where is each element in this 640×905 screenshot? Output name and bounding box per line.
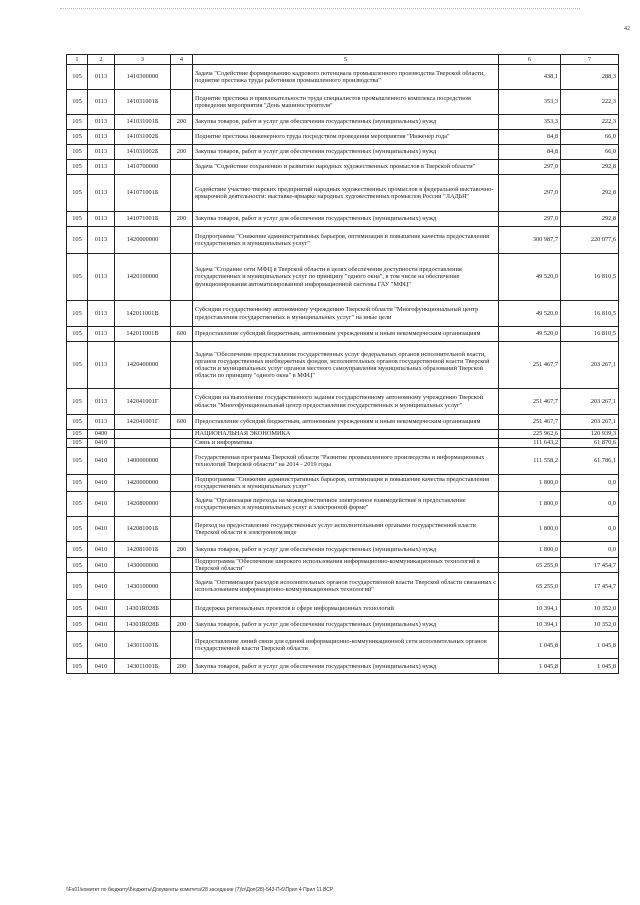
expense-type-cell [171,90,193,115]
expense-type-cell [171,558,193,573]
amount-actual-cell: 0,0 [561,517,619,542]
page-number: 42 [624,26,630,32]
target-article-cell: 1420000000 [115,475,171,492]
amount-plan-cell: 1 800,0 [499,542,561,558]
table-row [67,542,619,558]
header-cell: 3 [115,55,171,65]
description-cell: Задача "Содействие сохранению и развитию народных художественных промыслов в Тверской области" [193,160,499,175]
description-cell: Задача "Организация перехода на межведомственное электронное взаимодействие и предоставление государственных и муниципальных услуг в электронной форме" [193,492,499,517]
target-article-cell: 141031001Б [115,90,171,115]
amount-actual-cell: 203 267,1 [561,389,619,415]
amount-actual-cell: 288,3 [561,65,619,90]
description-cell: Подпрограмма "Обеспечение широкого использования информационно-коммуникационных технологий в Тверской области" [193,558,499,573]
expense-type-cell [171,632,193,659]
header-cell: 7 [561,55,619,65]
amount-plan-cell: 297,0 [499,175,561,212]
section-code-cell: 0410 [88,475,115,492]
header-cell: 2 [88,55,115,65]
expense-type-cell: 600 [171,327,193,342]
target-article-cell: 1420400000 [115,342,171,389]
target-article-cell [115,430,171,439]
amount-plan-cell: 251 467,7 [499,342,561,389]
description-cell: Закупка товаров, работ и услуг для обеспечения государственных (муниципальных) нужд [193,115,499,130]
amount-plan-cell: 225 962,6 [499,430,561,439]
section-code-cell: 0410 [88,448,115,475]
section-code-cell: 0113 [88,227,115,254]
section-code-cell: 0113 [88,254,115,301]
amount-plan-cell: 297,0 [499,212,561,227]
amount-plan-cell: 438,1 [499,65,561,90]
target-article-cell: 14301R028Б [115,617,171,632]
section-code-cell: 0113 [88,301,115,327]
amount-plan-cell: 353,3 [499,115,561,130]
amount-plan-cell: 65 255,0 [499,558,561,573]
target-article-cell: 142041001Г [115,389,171,415]
expense-type-cell [171,254,193,301]
amount-actual-cell: 0,0 [561,542,619,558]
table-row [67,430,619,439]
admin-code-cell: 105 [67,448,88,475]
admin-code-cell: 105 [67,542,88,558]
amount-actual-cell: 292,8 [561,175,619,212]
table-row [67,659,619,674]
amount-actual-cell: 220 077,6 [561,227,619,254]
amount-actual-cell: 222,3 [561,90,619,115]
amount-plan-cell: 10 394,1 [499,617,561,632]
description-cell: Предоставление субсидий бюджетным, автономным учреждениям и иным некоммерческим организациям [193,415,499,430]
description-cell: Субсидии государственному автономному учреждению Тверской области "Многофункциональный центр предоставления государственных и муниципальных услуг" на иные цели [193,301,499,327]
section-code-cell: 0113 [88,327,115,342]
admin-code-cell: 105 [67,492,88,517]
target-article-cell: 142081001Б [115,542,171,558]
table-row [67,342,619,389]
table-row [67,212,619,227]
amount-actual-cell: 10 352,0 [561,600,619,617]
amount-actual-cell: 1 045,8 [561,632,619,659]
expense-type-cell: 600 [171,415,193,430]
target-article-cell: 141031002Б [115,130,171,145]
admin-code-cell: 105 [67,475,88,492]
description-cell: Субсидии на выполнение государственного задания государственному автономному учреждению Тверской области "Многофункциональный центр предоставления государственных и муниципальных услуг" [193,389,499,415]
table-body [67,65,619,674]
admin-code-cell: 105 [67,517,88,542]
target-article-cell: 143011001Б [115,659,171,674]
amount-actual-cell: 0,0 [561,475,619,492]
expense-type-cell: 200 [171,659,193,674]
section-code-cell: 0410 [88,600,115,617]
target-article-cell: 1410700000 [115,160,171,175]
description-cell: Связь и информатика [193,439,499,448]
admin-code-cell: 105 [67,558,88,573]
expense-type-cell: 200 [171,617,193,632]
description-cell: Задача "Создание сети МФЦ в Тверской области в целях обеспечения доступности предоставления государственных и муниципальных услуг по принципу "одного окна", в том числе на обеспечение функционирования автоматизированной информационной системы ГАУ "МФЦ" [193,254,499,301]
admin-code-cell: 105 [67,659,88,674]
amount-plan-cell: 65 255,0 [499,573,561,600]
description-cell: Закупка товаров, работ и услуг для обеспечения государственных (муниципальных) нужд [193,659,499,674]
admin-code-cell: 105 [67,439,88,448]
target-article-cell: 142081001Б [115,517,171,542]
description-cell: Предоставление линий связи для единой информационно-коммуникационной сети исполнительных органов государственной власти Тверской области [193,632,499,659]
description-cell: Задача "Обеспечение предоставления государственных услуг федеральных органов исполнительной власти, органов государственных внебюджетных фондов, исполнительных органов государственной власти Тверской области и муниципальных услуг органов местного самоуправления муниципальных образований Тверской области по принципу "одного окна" в МФЦ" [193,342,499,389]
description-cell: Содействие участию тверских предприятий народных художественных промыслов в федеральной выставочно-ярмарочной деятельности: выставке-ярмарке народных художественных промыслов России "ЛАДЬЯ" [193,175,499,212]
section-code-cell: 0113 [88,145,115,160]
admin-code-cell: 105 [67,254,88,301]
target-article-cell: 141031001Б [115,115,171,130]
amount-plan-cell: 1 800,0 [499,492,561,517]
admin-code-cell: 105 [67,415,88,430]
table-row [67,448,619,475]
table-row [67,254,619,301]
table-row [67,175,619,212]
amount-actual-cell: 222,3 [561,115,619,130]
table-row [67,301,619,327]
table-row [67,558,619,573]
target-article-cell: 1430000000 [115,558,171,573]
description-cell: Закупка товаров, работ и услуг для обеспечения государственных (муниципальных) нужд [193,617,499,632]
table-row [67,130,619,145]
admin-code-cell: 105 [67,327,88,342]
expense-type-cell [171,389,193,415]
amount-actual-cell: 0,0 [561,492,619,517]
table-row [67,415,619,430]
target-article-cell: 142041001Г [115,415,171,430]
table-row [67,327,619,342]
admin-code-cell: 105 [67,430,88,439]
description-cell: НАЦИОНАЛЬНАЯ ЭКОНОМИКА [193,430,499,439]
amount-actual-cell: 61 786,1 [561,448,619,475]
section-code-cell: 0113 [88,342,115,389]
footer-file-path: \\Fs01\комитет по бюджету\Бюджеты\Документы комитета\28 заседание (7)\п\Доп(28)-543-П-6\Прил 4 Прил 11 ВСР [66,887,334,893]
expense-type-cell [171,475,193,492]
table-header-row [67,55,619,65]
description-cell: Подпрограмма "Снижение административных барьеров, оптимизация и повышение качества предоставления государственных и муниципальных услуг" [193,475,499,492]
section-code-cell: 0113 [88,175,115,212]
amount-plan-cell: 1 800,0 [499,475,561,492]
amount-plan-cell: 84,8 [499,145,561,160]
admin-code-cell: 105 [67,212,88,227]
expense-type-cell [171,492,193,517]
description-cell: Государственная программа Тверской области "Развитие промышленного производства и информационных технологий Тверской области" на 2014 - 2019 годы [193,448,499,475]
amount-plan-cell: 251 467,7 [499,415,561,430]
admin-code-cell: 105 [67,145,88,160]
table-row [67,227,619,254]
amount-actual-cell: 203 267,1 [561,342,619,389]
target-article-cell: 1410300000 [115,65,171,90]
expense-type-cell [171,301,193,327]
amount-plan-cell: 111 558,2 [499,448,561,475]
amount-actual-cell: 66,0 [561,130,619,145]
admin-code-cell: 105 [67,632,88,659]
section-code-cell: 0410 [88,492,115,517]
description-cell: Предоставление субсидий бюджетным, автономным учреждениям и иным некоммерческим организациям [193,327,499,342]
expense-type-cell [171,517,193,542]
section-code-cell: 0113 [88,160,115,175]
expense-type-cell: 200 [171,212,193,227]
target-article-cell: 1400000000 [115,448,171,475]
admin-code-cell: 105 [67,600,88,617]
header-cell: 6 [499,55,561,65]
target-article-cell: 1420000000 [115,227,171,254]
table-row [67,65,619,90]
admin-code-cell: 105 [67,90,88,115]
section-code-cell: 0113 [88,90,115,115]
table-row [67,439,619,448]
amount-plan-cell: 1 800,0 [499,517,561,542]
amount-plan-cell: 49 520,0 [499,301,561,327]
admin-code-cell: 105 [67,342,88,389]
target-article-cell: 141071001Б [115,175,171,212]
amount-actual-cell: 292,8 [561,160,619,175]
amount-actual-cell: 16 810,5 [561,327,619,342]
admin-code-cell: 105 [67,573,88,600]
amount-plan-cell: 84,8 [499,130,561,145]
amount-plan-cell: 49 520,0 [499,327,561,342]
admin-code-cell: 105 [67,175,88,212]
section-code-cell: 0410 [88,517,115,542]
table-row [67,517,619,542]
amount-actual-cell: 16 810,5 [561,301,619,327]
expense-type-cell [171,573,193,600]
admin-code-cell: 105 [67,115,88,130]
target-article-cell: 141071001Б [115,212,171,227]
section-code-cell: 0410 [88,632,115,659]
section-code-cell: 0410 [88,558,115,573]
table-row [67,90,619,115]
description-cell: Поддержка региональных проектов в сфере информационных технологий [193,600,499,617]
description-cell: Поднятие престижа инженерного труда посредством проведения мероприятия "Инженер года" [193,130,499,145]
section-code-cell: 0410 [88,542,115,558]
expense-type-cell [171,65,193,90]
description-cell: Закупка товаров, работ и услуг для обеспечения государственных (муниципальных) нужд [193,542,499,558]
description-cell: Закупка товаров, работ и услуг для обеспечения государственных (муниципальных) нужд [193,212,499,227]
section-code-cell: 0410 [88,617,115,632]
expense-type-cell [171,439,193,448]
table-row [67,617,619,632]
table-row [67,632,619,659]
target-article-cell: 142011001В [115,327,171,342]
section-code-cell: 0400 [88,430,115,439]
target-article-cell: 143011001Б [115,632,171,659]
target-article-cell: 14301R028Б [115,600,171,617]
section-code-cell: 0113 [88,130,115,145]
amount-actual-cell: 1 045,8 [561,659,619,674]
admin-code-cell: 105 [67,617,88,632]
amount-actual-cell: 17 454,7 [561,558,619,573]
section-code-cell: 0410 [88,439,115,448]
header-cell: 4 [171,55,193,65]
target-article-cell: 1420100000 [115,254,171,301]
header-cell: 1 [67,55,88,65]
amount-actual-cell: 292,8 [561,212,619,227]
target-article-cell: 1420800000 [115,492,171,517]
amount-plan-cell: 10 394,1 [499,600,561,617]
table-row [67,600,619,617]
amount-plan-cell: 251 467,7 [499,389,561,415]
amount-plan-cell: 49 520,0 [499,254,561,301]
description-cell: Переход на предоставление государственных услуг исполнительными органами государственной власти Тверской области в электронном виде [193,517,499,542]
expense-type-cell: 200 [171,145,193,160]
amount-plan-cell: 1 045,8 [499,659,561,674]
target-article-cell: 141031002Б [115,145,171,160]
amount-actual-cell: 61 870,6 [561,439,619,448]
expense-type-cell [171,342,193,389]
expense-type-cell [171,448,193,475]
section-code-cell: 0113 [88,65,115,90]
target-article-cell [115,439,171,448]
table-row [67,115,619,130]
expense-type-cell [171,130,193,145]
amount-plan-cell: 300 987,7 [499,227,561,254]
table-row [67,160,619,175]
target-article-cell: 1430100000 [115,573,171,600]
amount-actual-cell: 66,0 [561,145,619,160]
table-row [67,492,619,517]
section-code-cell: 0410 [88,573,115,600]
amount-plan-cell: 111 643,2 [499,439,561,448]
amount-plan-cell: 297,0 [499,160,561,175]
table-row [67,475,619,492]
expense-type-cell: 200 [171,115,193,130]
table-row [67,145,619,160]
header-cell: 5 [193,55,499,65]
expense-type-cell: 200 [171,542,193,558]
admin-code-cell: 105 [67,227,88,254]
admin-code-cell: 105 [67,301,88,327]
table-row [67,573,619,600]
expense-type-cell [171,160,193,175]
admin-code-cell: 105 [67,130,88,145]
target-article-cell: 142011001В [115,301,171,327]
description-cell: Закупка товаров, работ и услуг для обеспечения государственных (муниципальных) нужд [193,145,499,160]
amount-actual-cell: 17 454,7 [561,573,619,600]
expense-type-cell [171,227,193,254]
description-cell: Задача "Содействие формированию кадрового потенциала промышленного производства Тверской области, поднятие престижа труда работников промышленного производства" [193,65,499,90]
admin-code-cell: 105 [67,160,88,175]
amount-plan-cell: 353,3 [499,90,561,115]
amount-plan-cell: 1 045,8 [499,632,561,659]
description-cell: Поднятие престижа и привлекательности труда специалистов промышленного комплекса посредством проведения мероприятия "День машиностроителя" [193,90,499,115]
admin-code-cell: 105 [67,65,88,90]
admin-code-cell: 105 [67,389,88,415]
table-row [67,389,619,415]
amount-actual-cell: 120 939,3 [561,430,619,439]
expense-type-cell [171,430,193,439]
section-code-cell: 0410 [88,659,115,674]
expense-type-cell [171,600,193,617]
section-code-cell: 0113 [88,115,115,130]
description-cell: Подпрограмма "Снижение административных барьеров, оптимизация и повышение качества предоставления государственных и муниципальных услуг" [193,227,499,254]
amount-actual-cell: 10 352,0 [561,617,619,632]
section-code-cell: 0113 [88,389,115,415]
amount-actual-cell: 16 810,5 [561,254,619,301]
expense-type-cell [171,175,193,212]
description-cell: Задача "Оптимизация расходов исполнительных органов государственной власти Тверской области связанных с использованием информационно-коммуникационных технологий" [193,573,499,600]
section-code-cell: 0113 [88,415,115,430]
budget-table [66,54,619,674]
scan-top-edge [60,8,580,9]
amount-actual-cell: 203 267,1 [561,415,619,430]
section-code-cell: 0113 [88,212,115,227]
